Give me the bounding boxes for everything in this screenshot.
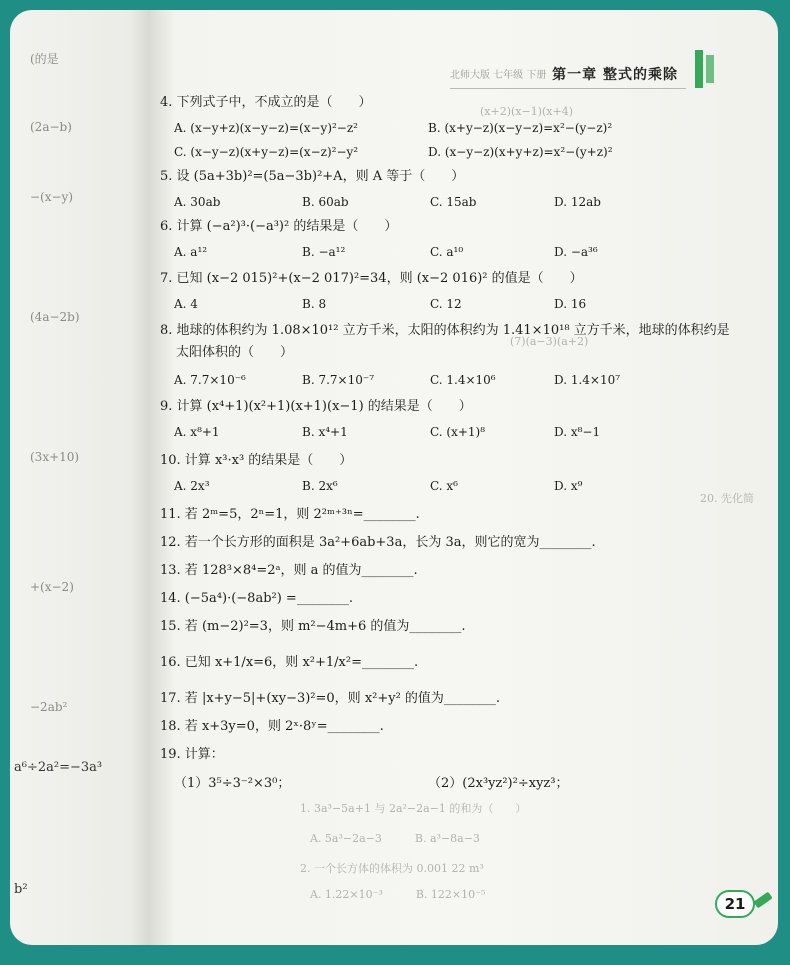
q6-option-b: B. −a¹²: [302, 245, 346, 259]
green-tab-mark: [695, 50, 703, 88]
q10-option-b: B. 2x⁶: [302, 479, 338, 493]
question-7-stem: 7. 已知 (x−2 015)²+(x−2 017)²=34，则 (x−2 016)² 的值是（ ）: [160, 271, 583, 286]
q19-part-2: （2）(2x³yz²)²÷xyz³；: [428, 776, 569, 791]
q8-option-b: B. 7.7×10⁻⁷: [302, 373, 374, 387]
q4-option-c: C. (x−y−z)(x+y−z)=(x−z)²−y²: [174, 145, 359, 159]
q9-option-d: D. x⁸−1: [554, 425, 601, 439]
q7-option-d: D. 16: [554, 297, 587, 311]
question-5-stem: 5. 设 (5a+3b)²=(5a−3b)²+A，则 A 等于（ ）: [160, 169, 465, 184]
question-10-stem: 10. 计算 x³·x³ 的结果是（ ）: [160, 453, 353, 468]
question-6-stem: 6. 计算 (−a²)³·(−a³)² 的结果是（ ）: [160, 219, 398, 234]
question-14: 14. (−5a⁴)·(−8ab²) =________.: [160, 591, 353, 606]
q8-option-a: A. 7.7×10⁻⁶: [174, 373, 246, 387]
q6-option-c: C. a¹⁰: [430, 245, 464, 259]
question-18: 18. 若 x+3y=0，则 2ˣ·8ʸ=________.: [160, 719, 384, 734]
question-8-stem-line2: 太阳体积的（ ）: [176, 345, 294, 360]
q4-option-a: A. (x−y+z)(x−y−z)=(x−y)²−z²: [174, 121, 358, 135]
page-number: 21: [715, 890, 755, 918]
q5-option-c: C. 15ab: [430, 195, 477, 209]
book-photo: [10, 10, 778, 945]
left-margin-formula: a⁶÷2a²=−3a³: [14, 760, 103, 775]
q5-option-b: B. 60ab: [302, 195, 349, 209]
q5-option-a: A. 30ab: [174, 195, 221, 209]
question-8-stem: 8. 地球的体积约为 1.08×10¹² 立方千米，太阳的体积约为 1.41×10¹⁸ 立方千米，地球的体积约是: [160, 323, 730, 338]
left-page: (的是 (2a−b) −(x−y) (4a−2b) (3x+10) +(x−2) −2ab² a⁶÷2a²=−3a³ b²: [10, 10, 160, 945]
question-4-stem: 4. 下列式子中，不成立的是（ ）: [160, 95, 372, 110]
q9-option-a: A. x⁸+1: [174, 425, 220, 439]
q5-option-d: D. 12ab: [554, 195, 601, 209]
q9-option-c: C. (x+1)⁸: [430, 425, 486, 439]
q6-option-a: A. a¹²: [174, 245, 208, 259]
question-9-stem: 9. 计算 (x⁴+1)(x²+1)(x+1)(x−1) 的结果是（ ）: [160, 399, 472, 414]
question-16: 16. 已知 x+1/x=6，则 x²+1/x²=________.: [160, 655, 419, 670]
chapter-title: 第一章 整式的乘除: [552, 67, 678, 83]
running-header: [450, 58, 686, 89]
pencil-icon: [753, 892, 772, 909]
workbook-page: 北师大版 七年级 下册 第一章 整式的乘除 (x+2)(x−1)(x+4) (7)(a−3)(a+2) 20. 先化简 1. 3a³−5a+1 与 2a²−2a−1 的和为（ ） A. 5a³−2a−3 B. a³−8a−3 2. 一个长方体的体积为 0.001 22 m³ A. 1.22×10⁻³ B. 122×10⁻⁵ 4. 下列式子中，不成立的是（ ） A. (x−y+z)(x−y−z)=(x−y)²−z² B. (x+y−z)(x−y−z)=x²−(y−z)² C. (x−y−z)(x+y−z)=(x−z)²−y² D. (x−y−z)(x+y+z)=x²−(y+z)² 5. 设 (5a+3b)²=(5a−3b)²+A，则 A 等于（ ） A. 30ab B. 60ab C. 15ab D. 12ab 6. 计算 (−a²)³·(−a³)² 的结果是（ ） A. a¹² B. −a¹² C. a¹⁰ D. −a³⁶ 7. 已知 (x−2 015)²+(x−2 017)²=34，则 (x−2 016)² 的值是（ ） A. 4 B. 8 C. 12 D. 16 8. 地球的体积约为 1.08×10¹² 立方千米，太阳的体积约为 1.41×10¹⁸ 立方千米，地球的体积约是 太阳体积的（ ） A. 7.7×10⁻⁶ B. 7.7×10⁻⁷ C. 1.4×10⁶ D. 1.4×10⁷ 9. 计算 (x⁴+1)(x²+1)(x+1)(x−1) 的结果是（ ） A. x⁸+1 B. x⁴+1 C. (x+1)⁸ D. x⁸−1 10. 计算 x³·x³ 的结果是（ ） A. 2x³ B. 2x⁶ C. x⁶ D. x⁹ 11. 若 2ᵐ=5，2ⁿ=1，则 2²ᵐ⁺³ⁿ=________. 12. 若一个长方形的面积是 3a²+6ab+3a，长为 3a，则它的宽为________. 13. 若 128³×8⁴=2ᵃ，则 a 的值为________. 14. (−5a⁴)·(−8ab²) =________. 15. 若 (m−2)²=3，则 m²−4m+6 的值为________. 16. 已知 x+1/x=6，则 x²+1/x²=________. 17. 若 |x+y−5|+(xy−3)²=0，则 x²+y² 的值为________. 18. 若 x+3y=0，则 2ˣ·8ʸ=________. 19. 计算： （1）3⁵÷3⁻²×3⁰； （2）(2x³yz²)²÷xyz³； 21: [150, 10, 778, 945]
q6-option-d: D. −a³⁶: [554, 245, 598, 259]
q7-option-b: B. 8: [302, 297, 327, 311]
question-11: 11. 若 2ᵐ=5，2ⁿ=1，则 2²ᵐ⁺³ⁿ=________.: [160, 507, 420, 522]
q10-option-d: D. x⁹: [554, 479, 583, 493]
q4-option-d: D. (x−y−z)(x+y+z)=x²−(y+z)²: [428, 145, 613, 159]
q8-option-d: D. 1.4×10⁷: [554, 373, 621, 387]
green-tab-mark: [706, 55, 714, 83]
question-12: 12. 若一个长方形的面积是 3a²+6ab+3a，长为 3a，则它的宽为________.: [160, 535, 596, 550]
header-subtitle: 北师大版 七年级 下册: [450, 70, 547, 81]
question-13: 13. 若 128³×8⁴=2ᵃ，则 a 的值为________.: [160, 563, 418, 578]
q10-option-a: A. 2x³: [174, 479, 210, 493]
question-17: 17. 若 |x+y−5|+(xy−3)²=0，则 x²+y² 的值为________.: [160, 691, 501, 706]
q4-option-b: B. (x+y−z)(x−y−z)=x²−(y−z)²: [428, 121, 613, 135]
question-19: 19. 计算：: [160, 747, 224, 762]
q9-option-b: B. x⁴+1: [302, 425, 348, 439]
q19-part-1: （1）3⁵÷3⁻²×3⁰；: [174, 776, 291, 791]
question-15: 15. 若 (m−2)²=3，则 m²−4m+6 的值为________.: [160, 619, 466, 634]
left-margin-fragment: b²: [14, 882, 28, 897]
q10-option-c: C. x⁶: [430, 479, 458, 493]
q7-option-c: C. 12: [430, 297, 462, 311]
q8-option-c: C. 1.4×10⁶: [430, 373, 496, 387]
q7-option-a: A. 4: [174, 297, 198, 311]
